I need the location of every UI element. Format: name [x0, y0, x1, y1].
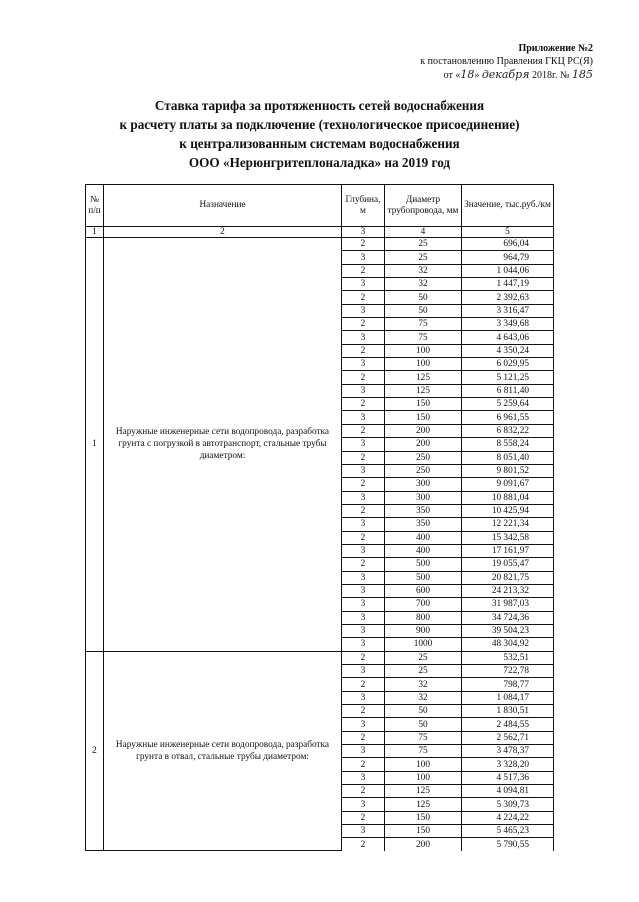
- diameter-cell: 800: [385, 611, 462, 624]
- depth-cell: 3: [342, 584, 385, 597]
- appendix-title: Приложение №2: [518, 43, 593, 54]
- depth-cell: 2: [342, 238, 385, 251]
- header-purpose: Назначение: [104, 185, 342, 227]
- diameter-cell: 100: [385, 771, 462, 784]
- diameter-cell: 125: [385, 371, 462, 384]
- depth-cell: 3: [342, 278, 385, 291]
- depth-cell: 3: [342, 358, 385, 371]
- diameter-cell: 400: [385, 531, 462, 544]
- value-cell: 4 517,36: [462, 771, 554, 784]
- depth-cell: 2: [342, 398, 385, 411]
- header-diameter: Диаметр трубопровода, мм: [385, 185, 462, 227]
- depth-cell: 2: [342, 344, 385, 357]
- diameter-cell: 100: [385, 358, 462, 371]
- diameter-cell: 75: [385, 731, 462, 744]
- depth-cell: 3: [342, 411, 385, 424]
- column-number: 4: [385, 227, 462, 238]
- value-cell: 1 044,06: [462, 264, 554, 277]
- depth-cell: 3: [342, 464, 385, 477]
- depth-cell: 2: [342, 478, 385, 491]
- value-cell: 1 447,19: [462, 278, 554, 291]
- depth-cell: 2: [342, 451, 385, 464]
- value-cell: 10 425,94: [462, 504, 554, 517]
- depth-cell: 2: [342, 705, 385, 718]
- value-cell: 20 821,75: [462, 571, 554, 584]
- diameter-cell: 150: [385, 398, 462, 411]
- value-cell: 8 051,40: [462, 451, 554, 464]
- value-cell: 532,51: [462, 651, 554, 664]
- diameter-cell: 50: [385, 304, 462, 317]
- value-cell: 1 084,17: [462, 691, 554, 704]
- depth-cell: 3: [342, 665, 385, 678]
- column-number: 1: [86, 227, 104, 238]
- value-cell: 17 161,97: [462, 544, 554, 557]
- header-row: [86, 185, 554, 227]
- depth-cell: 3: [342, 491, 385, 504]
- diameter-cell: 50: [385, 705, 462, 718]
- section-description: Наружные инженерные сети водопровода, разработка грунта в отвал, стальные трубы диаметром:: [104, 651, 342, 851]
- depth-cell: 2: [342, 651, 385, 664]
- depth-cell: 3: [342, 638, 385, 651]
- document-heading: [0, 96, 639, 172]
- depth-cell: 3: [342, 598, 385, 611]
- diameter-cell: 350: [385, 504, 462, 517]
- value-cell: 696,04: [462, 238, 554, 251]
- appendix-date-line: [293, 68, 593, 82]
- depth-cell: 3: [342, 624, 385, 637]
- diameter-cell: 75: [385, 318, 462, 331]
- diameter-cell: 400: [385, 544, 462, 557]
- depth-cell: 3: [342, 438, 385, 451]
- diameter-cell: 200: [385, 438, 462, 451]
- column-number: 2: [104, 227, 342, 238]
- depth-cell: 3: [342, 718, 385, 731]
- diameter-cell: 75: [385, 745, 462, 758]
- value-cell: 39 504,23: [462, 624, 554, 637]
- depth-cell: 2: [342, 758, 385, 771]
- value-cell: 8 558,24: [462, 438, 554, 451]
- depth-cell: 3: [342, 691, 385, 704]
- date-month: декабря: [481, 68, 530, 81]
- diameter-cell: 125: [385, 785, 462, 798]
- depth-cell: 2: [342, 318, 385, 331]
- value-cell: 5 465,23: [462, 825, 554, 838]
- value-cell: 3 349,68: [462, 318, 554, 331]
- diameter-cell: 500: [385, 571, 462, 584]
- diameter-cell: 350: [385, 518, 462, 531]
- diameter-cell: 125: [385, 798, 462, 811]
- heading-line-3: к централизованным системам водоснабжения: [179, 136, 460, 151]
- diameter-cell: 32: [385, 678, 462, 691]
- value-cell: 5 121,25: [462, 371, 554, 384]
- diameter-cell: 25: [385, 665, 462, 678]
- column-number-row: [86, 227, 554, 238]
- heading-line-1: Ставка тарифа за протяженность сетей водоснабжения: [154, 98, 485, 113]
- diameter-cell: 900: [385, 624, 462, 637]
- value-cell: 6 811,40: [462, 384, 554, 397]
- value-cell: 5 259,64: [462, 398, 554, 411]
- date-year: 2018г. №: [531, 70, 570, 81]
- depth-cell: 2: [342, 838, 385, 851]
- depth-cell: 3: [342, 798, 385, 811]
- diameter-cell: 100: [385, 758, 462, 771]
- section-number: 2: [86, 651, 104, 851]
- depth-cell: 2: [342, 558, 385, 571]
- value-cell: 6 832,22: [462, 424, 554, 437]
- diameter-cell: 50: [385, 291, 462, 304]
- diameter-cell: 32: [385, 278, 462, 291]
- diameter-cell: 300: [385, 491, 462, 504]
- value-cell: 15 342,58: [462, 531, 554, 544]
- value-cell: 2 484,55: [462, 718, 554, 731]
- depth-cell: 3: [342, 304, 385, 317]
- table-body: [86, 238, 554, 851]
- value-cell: 34 724,36: [462, 611, 554, 624]
- diameter-cell: 150: [385, 825, 462, 838]
- value-cell: 3 478,37: [462, 745, 554, 758]
- date-day: 18: [460, 68, 475, 81]
- diameter-cell: 200: [385, 838, 462, 851]
- value-cell: 2 392,63: [462, 291, 554, 304]
- diameter-cell: 25: [385, 251, 462, 264]
- diameter-cell: 1000: [385, 638, 462, 651]
- depth-cell: 2: [342, 811, 385, 824]
- diameter-cell: 300: [385, 478, 462, 491]
- depth-cell: 2: [342, 531, 385, 544]
- header-value: Значение, тыс.руб./км: [462, 185, 554, 227]
- diameter-cell: 600: [385, 584, 462, 597]
- value-cell: 798,77: [462, 678, 554, 691]
- heading-line-2: к расчету платы за подключение (технологическое присоединение): [119, 117, 520, 132]
- depth-cell: 2: [342, 785, 385, 798]
- section-description: Наружные инженерные сети водопровода, разработка грунта с погрузкой в автотранспорт, стальные трубы диаметром:: [104, 238, 342, 652]
- value-cell: 1 830,51: [462, 705, 554, 718]
- value-cell: 19 055,47: [462, 558, 554, 571]
- value-cell: 6 961,55: [462, 411, 554, 424]
- diameter-cell: 32: [385, 691, 462, 704]
- value-cell: 4 350,24: [462, 344, 554, 357]
- diameter-cell: 50: [385, 718, 462, 731]
- section-number: 1: [86, 238, 104, 652]
- depth-cell: 3: [342, 384, 385, 397]
- diameter-cell: 125: [385, 384, 462, 397]
- column-number: 5: [462, 227, 554, 238]
- heading-line-4: ООО «Нерюнгритеплоналадка» на 2019 год: [188, 155, 451, 170]
- diameter-cell: 25: [385, 238, 462, 251]
- value-cell: 5 309,73: [462, 798, 554, 811]
- depth-cell: 2: [342, 291, 385, 304]
- diameter-cell: 250: [385, 464, 462, 477]
- depth-cell: 3: [342, 771, 385, 784]
- diameter-cell: 150: [385, 811, 462, 824]
- value-cell: 24 213,32: [462, 584, 554, 597]
- appendix-resolution: к постановлению Правления ГКЦ РС(Я): [420, 56, 593, 67]
- depth-cell: 3: [342, 544, 385, 557]
- header-number: № п/п: [86, 185, 104, 227]
- value-cell: 6 029,95: [462, 358, 554, 371]
- date-mid: »: [474, 70, 480, 81]
- depth-cell: 2: [342, 731, 385, 744]
- table-row: [86, 651, 554, 664]
- depth-cell: 2: [342, 678, 385, 691]
- value-cell: 10 881,04: [462, 491, 554, 504]
- depth-cell: 3: [342, 745, 385, 758]
- depth-cell: 3: [342, 331, 385, 344]
- appendix-block: [293, 42, 593, 82]
- value-cell: 4 094,81: [462, 785, 554, 798]
- depth-cell: 3: [342, 518, 385, 531]
- depth-cell: 3: [342, 611, 385, 624]
- diameter-cell: 200: [385, 424, 462, 437]
- diameter-cell: 75: [385, 331, 462, 344]
- depth-cell: 3: [342, 251, 385, 264]
- diameter-cell: 700: [385, 598, 462, 611]
- table-row: [86, 238, 554, 251]
- value-cell: 2 562,71: [462, 731, 554, 744]
- value-cell: 31 987,03: [462, 598, 554, 611]
- diameter-cell: 100: [385, 344, 462, 357]
- depth-cell: 2: [342, 264, 385, 277]
- depth-cell: 2: [342, 504, 385, 517]
- value-cell: 3 328,20: [462, 758, 554, 771]
- depth-cell: 2: [342, 424, 385, 437]
- value-cell: 12 221,34: [462, 518, 554, 531]
- date-prefix: от «: [443, 70, 461, 81]
- value-cell: 722,78: [462, 665, 554, 678]
- diameter-cell: 250: [385, 451, 462, 464]
- value-cell: 48 304,92: [462, 638, 554, 651]
- depth-cell: 3: [342, 825, 385, 838]
- tariff-table: [85, 184, 554, 851]
- value-cell: 9 801,52: [462, 464, 554, 477]
- depth-cell: 2: [342, 371, 385, 384]
- header-depth: Глубина, м: [342, 185, 385, 227]
- value-cell: 3 316,47: [462, 304, 554, 317]
- document-number: 185: [572, 68, 593, 81]
- value-cell: 964,79: [462, 251, 554, 264]
- depth-cell: 3: [342, 571, 385, 584]
- value-cell: 4 643,06: [462, 331, 554, 344]
- diameter-cell: 150: [385, 411, 462, 424]
- value-cell: 4 224,22: [462, 811, 554, 824]
- diameter-cell: 32: [385, 264, 462, 277]
- column-number: 3: [342, 227, 385, 238]
- value-cell: 9 091,67: [462, 478, 554, 491]
- diameter-cell: 500: [385, 558, 462, 571]
- value-cell: 5 790,55: [462, 838, 554, 851]
- diameter-cell: 25: [385, 651, 462, 664]
